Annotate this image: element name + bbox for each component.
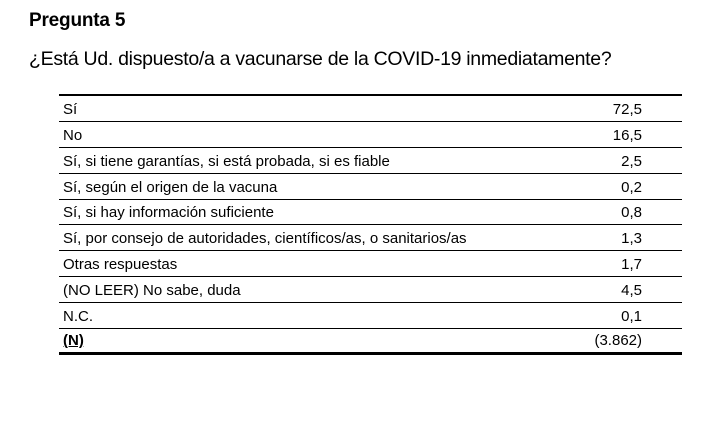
row-label: Sí, si hay información suficiente [63,204,274,222]
row-label: Sí, por consejo de autoridades, científicos/as, o sanitarios/as [63,230,467,248]
row-value: 72,5 [612,100,642,118]
row-label: (NO LEER) No sabe, duda [63,282,241,300]
table-row [59,277,682,303]
table-row [59,174,682,200]
row-value: 4,5 [621,282,642,300]
row-value: 1,3 [621,230,642,248]
row-value: 0,8 [621,204,642,222]
row-value: 0,2 [621,178,642,196]
row-label: Sí, según el origen de la vacuna [63,178,278,196]
row-value: 2,5 [621,152,642,170]
table-row [59,122,682,148]
table-row [59,148,682,174]
row-label: N.C. [63,308,93,326]
row-label: Sí, si tiene garantías, si está probada, si es fiable [63,152,390,170]
row-label: Otras respuestas [63,256,178,274]
row-value: 16,5 [612,126,642,144]
row-value: 0,1 [621,308,642,326]
sample-size-label: (N) [63,331,84,349]
row-label: No [63,126,83,144]
table-row [59,251,682,277]
row-label: Sí [63,100,78,118]
question-text: ¿Está Ud. dispuesto/a a vacunarse de la COVID-19 inmediatamente? [29,48,612,70]
table-row [59,200,682,226]
table-row-total [59,329,682,355]
table-row [59,96,682,122]
table-row [59,303,682,329]
sample-size-value: (3.862) [594,331,642,349]
question-number-heading: Pregunta 5 [29,10,126,31]
table-row [59,225,682,251]
row-value: 1,7 [621,256,642,274]
results-table [59,94,682,355]
